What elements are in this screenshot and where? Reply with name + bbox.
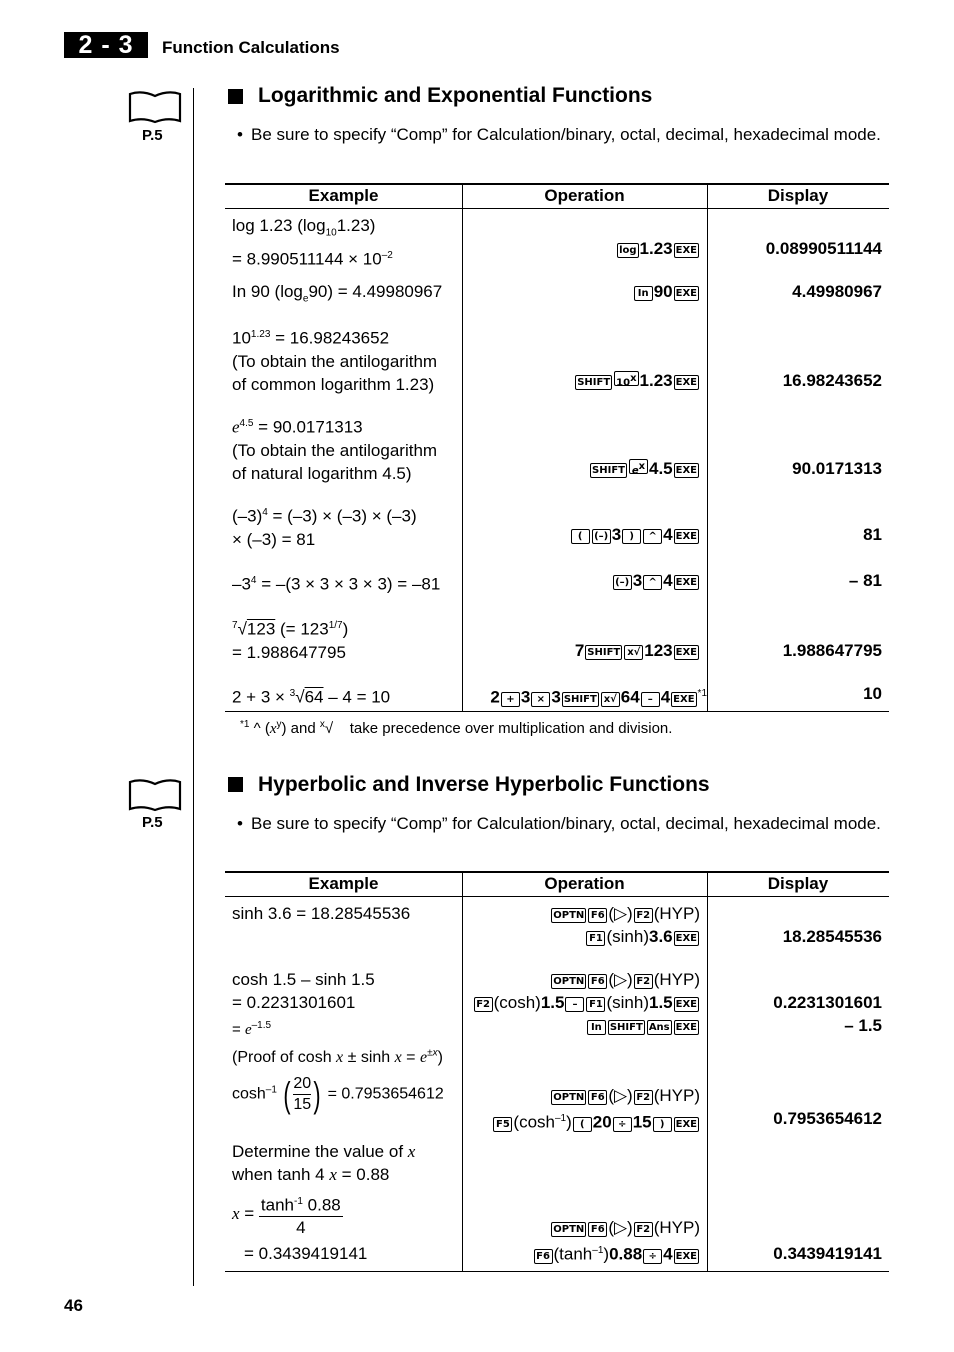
exe-key-icon: EXE: [675, 288, 697, 299]
hyperbolic-table: [225, 871, 889, 1272]
exe-key-icon: EXE: [675, 1118, 697, 1130]
example-cell: cosh 1.5 – sinh 1.5 = 0.2231301601 = $e^{-1.5}$ (Proof of $\cosh x \pm \sinh x = e^{\pm x}$): [232, 970, 443, 1067]
note: • Be sure to specify “Comp” for Calculation/binary, octal, decimal, hexadecimal mode.: [237, 814, 881, 833]
f6-key-icon: F6: [588, 908, 607, 923]
power-key-icon: ^: [643, 575, 662, 590]
log-exp-table: [225, 183, 889, 712]
section-marker: [228, 777, 243, 792]
column-header-operation: Operation: [544, 874, 625, 893]
exe-key-icon: EXE: [675, 999, 697, 1010]
note: • Be sure to specify “Comp” for Calculation/binary, octal, decimal, hexadecimal mode.: [237, 125, 881, 144]
divide-key-icon: ÷: [613, 1117, 632, 1132]
shift-key-icon: SHIFT: [577, 377, 611, 388]
example-cell: log 1.23 $(\log_{10}1.23)$ = $8.990511144 \times 10^{-2}$: [232, 216, 393, 270]
plus-key-icon: +: [501, 692, 520, 707]
f6-key-icon: F6: [534, 1249, 553, 1264]
optn-key-icon: OPTN: [553, 1092, 585, 1103]
column-header-example: Example: [308, 186, 379, 205]
f2-key-icon: F2: [634, 1090, 653, 1105]
display-value: 0.3439419141: [773, 1244, 882, 1263]
close-paren-key-icon: ): [653, 1117, 672, 1132]
minus-key-icon: –: [565, 997, 584, 1012]
page-reference: P.5: [142, 814, 163, 831]
optn-key-icon: OPTN: [553, 910, 585, 921]
example-cell: = 0.3439419141: [244, 1244, 368, 1263]
column-header-example: Example: [308, 874, 379, 893]
operation-cell: In 90 EXE: [633, 280, 700, 303]
f6-key-icon: F6: [588, 974, 607, 989]
display-value: 16.98243652: [782, 371, 882, 390]
root-key-icon: x√: [624, 645, 643, 660]
display-value: 81: [863, 525, 882, 544]
display-value: – 81: [848, 571, 882, 590]
example-cell: sinh 3.6 = 18.28545536: [232, 904, 411, 923]
operation-cell: 2 + 3 × 3 SHIFT x√ 64 – 4 EXE$^{*1}$: [490, 687, 707, 707]
operation-cell: SHIFT $e^x$ 4.5 EXE: [592, 459, 697, 478]
exe-key-icon: EXE: [675, 465, 697, 476]
display-value: – 1.5: [844, 1016, 882, 1035]
shift-key-icon: SHIFT: [587, 647, 621, 658]
f2-key-icon: F2: [474, 997, 493, 1012]
multiply-key-icon: ×: [531, 692, 550, 707]
f6-key-icon: F6: [588, 1222, 607, 1237]
optn-key-icon: OPTN: [553, 1224, 585, 1235]
exe-key-icon: EXE: [675, 1250, 697, 1262]
exe-key-icon: EXE: [675, 933, 697, 944]
power-key-icon: ^: [643, 529, 662, 544]
divide-key-icon: ÷: [643, 1249, 662, 1264]
shift-key-icon: SHIFT: [563, 693, 597, 705]
display-value: 0.2231301601: [773, 993, 882, 1012]
f5-key-icon: F5: [493, 1117, 512, 1132]
f2-key-icon: F2: [634, 908, 653, 923]
negative-key-icon: (–): [592, 529, 611, 544]
chapter-badge: 2 - 3: [64, 32, 148, 58]
example-cell: $\cosh^{-1}$ ( $\frac{20}{15}$ ) = 0.7953654612: [232, 1073, 444, 1115]
example-cell: $-3^4 = -(3 \times 3 \times 3 \times 3) = -81$: [232, 574, 441, 594]
column-header-display: Display: [767, 186, 829, 205]
f2-key-icon: F2: [634, 1222, 653, 1237]
display-value: 4.49980967: [792, 282, 882, 301]
display-value: 1.988647795: [782, 641, 882, 660]
f1-key-icon: F1: [586, 931, 605, 946]
f6-key-icon: F6: [588, 1090, 607, 1105]
operation-cell: 7 SHIFT x√ 123 EXE: [574, 641, 697, 660]
exe-key-icon: EXE: [675, 531, 697, 542]
ten-power-key-icon: 10$^x$: [616, 372, 637, 388]
display-value: 0.7953654612: [773, 1109, 882, 1128]
exe-key-icon: EXE: [675, 577, 697, 588]
book-icon: [127, 90, 183, 124]
page-reference: P.5: [142, 127, 163, 144]
exe-key-icon: EXE: [675, 647, 697, 658]
chapter-title: Function Calculations: [162, 38, 340, 57]
example-cell: $^7$√123 (= $123^{1/7}$) = 1.988647795: [232, 619, 349, 662]
section-marker: [228, 89, 243, 104]
minus-key-icon: –: [641, 692, 660, 707]
operation-cell: log 1.23 EXE: [619, 239, 697, 258]
example-cell: In 90 $(\log_e90) = 4.49980967$: [232, 282, 443, 305]
ans-key-icon: Ans: [648, 1022, 670, 1033]
example-cell: 2 + 3 × $^3$√64 – 4 = 10: [232, 687, 391, 707]
display-value: 90.0171313: [792, 459, 882, 478]
example-cell: Determine the value of x when tanh 4 x = 0.88: [232, 1142, 416, 1184]
section-title: Hyperbolic and Inverse Hyperbolic Functions: [258, 773, 710, 796]
example-cell: $e^{4.5} = 90.0171313$ (To obtain the antilogarithm of natural logarithm 4.5): [232, 417, 438, 483]
operation-cell: OPTN F6 (▷) F2 (HYP) F5 $(\cosh^{-1})$ ( 20 ÷ 15 ) EXE: [492, 1084, 700, 1134]
display-value: 10: [863, 684, 882, 703]
example-cell: $10^{1.23} = 16.98243652$ (To obtain the antilogarithm of common logarithm 1.23): [232, 328, 438, 394]
book-icon: [127, 778, 183, 812]
optn-key-icon: OPTN: [553, 976, 585, 987]
section-title: Logarithmic and Exponential Functions: [258, 84, 653, 107]
operation-cell: OPTN F6 (▷) F2 (HYP) F6 $(\tanh^{-1})0.88 \div 4$ EXE: [533, 1216, 700, 1266]
shift-key-icon: SHIFT: [592, 465, 625, 476]
root-key-icon: x√: [601, 692, 620, 707]
exe-key-icon: EXE: [675, 245, 697, 256]
operation-cell: OPTN F6 (▷) F2 (HYP) F2 (cosh)1.5 – F1 (sinh)1.5 EXE In SHIFT Ans EXE: [473, 968, 700, 1037]
page-number: 46: [64, 1296, 83, 1315]
footnote: $^{*1}$ ^ $(x^y)$ and $^x$√ take precedence over multiplication and division.: [240, 719, 673, 737]
margin-rule: [193, 88, 194, 1286]
column-header-display: Display: [767, 874, 829, 893]
ln-key-icon: In: [634, 286, 653, 301]
operation-cell: ( (–) 3 ) ^ 4 EXE: [570, 523, 700, 546]
display-value: 18.28545536: [782, 927, 882, 946]
shift-key-icon: SHIFT: [609, 1022, 643, 1033]
example-cell: $(-3)^4 = (-3) \times (-3) \times (-3)$ × (–3) = 81: [232, 506, 417, 549]
close-paren-key-icon: ): [622, 529, 641, 544]
ln-key-icon: In: [587, 1020, 606, 1035]
f2-key-icon: F2: [634, 974, 653, 989]
open-paren-key-icon: (: [573, 1117, 592, 1132]
log-key-icon: log: [619, 245, 637, 256]
column-header-operation: Operation: [544, 186, 625, 205]
example-cell: x = $\frac{\tanh^{-1} 0.88}{4}$: [232, 1191, 343, 1238]
exe-key-icon: EXE: [675, 377, 697, 388]
e-power-key-icon: $e^x$: [629, 459, 648, 474]
open-paren-key-icon: (: [571, 529, 590, 544]
exe-key-icon: EXE: [673, 693, 695, 705]
operation-cell: OPTN F6 (▷) F2 (HYP) F1 (sinh)3.6 EXE: [553, 904, 700, 946]
f1-key-icon: F1: [586, 997, 605, 1012]
exe-key-icon: EXE: [675, 1022, 697, 1033]
negative-key-icon: (–): [613, 575, 632, 590]
display-value: 0.08990511144: [765, 239, 882, 258]
operation-cell: (–) 3 ^ 4 EXE: [612, 569, 700, 592]
operation-cell: SHIFT 10$^x$ 1.23 EXE: [577, 371, 697, 390]
